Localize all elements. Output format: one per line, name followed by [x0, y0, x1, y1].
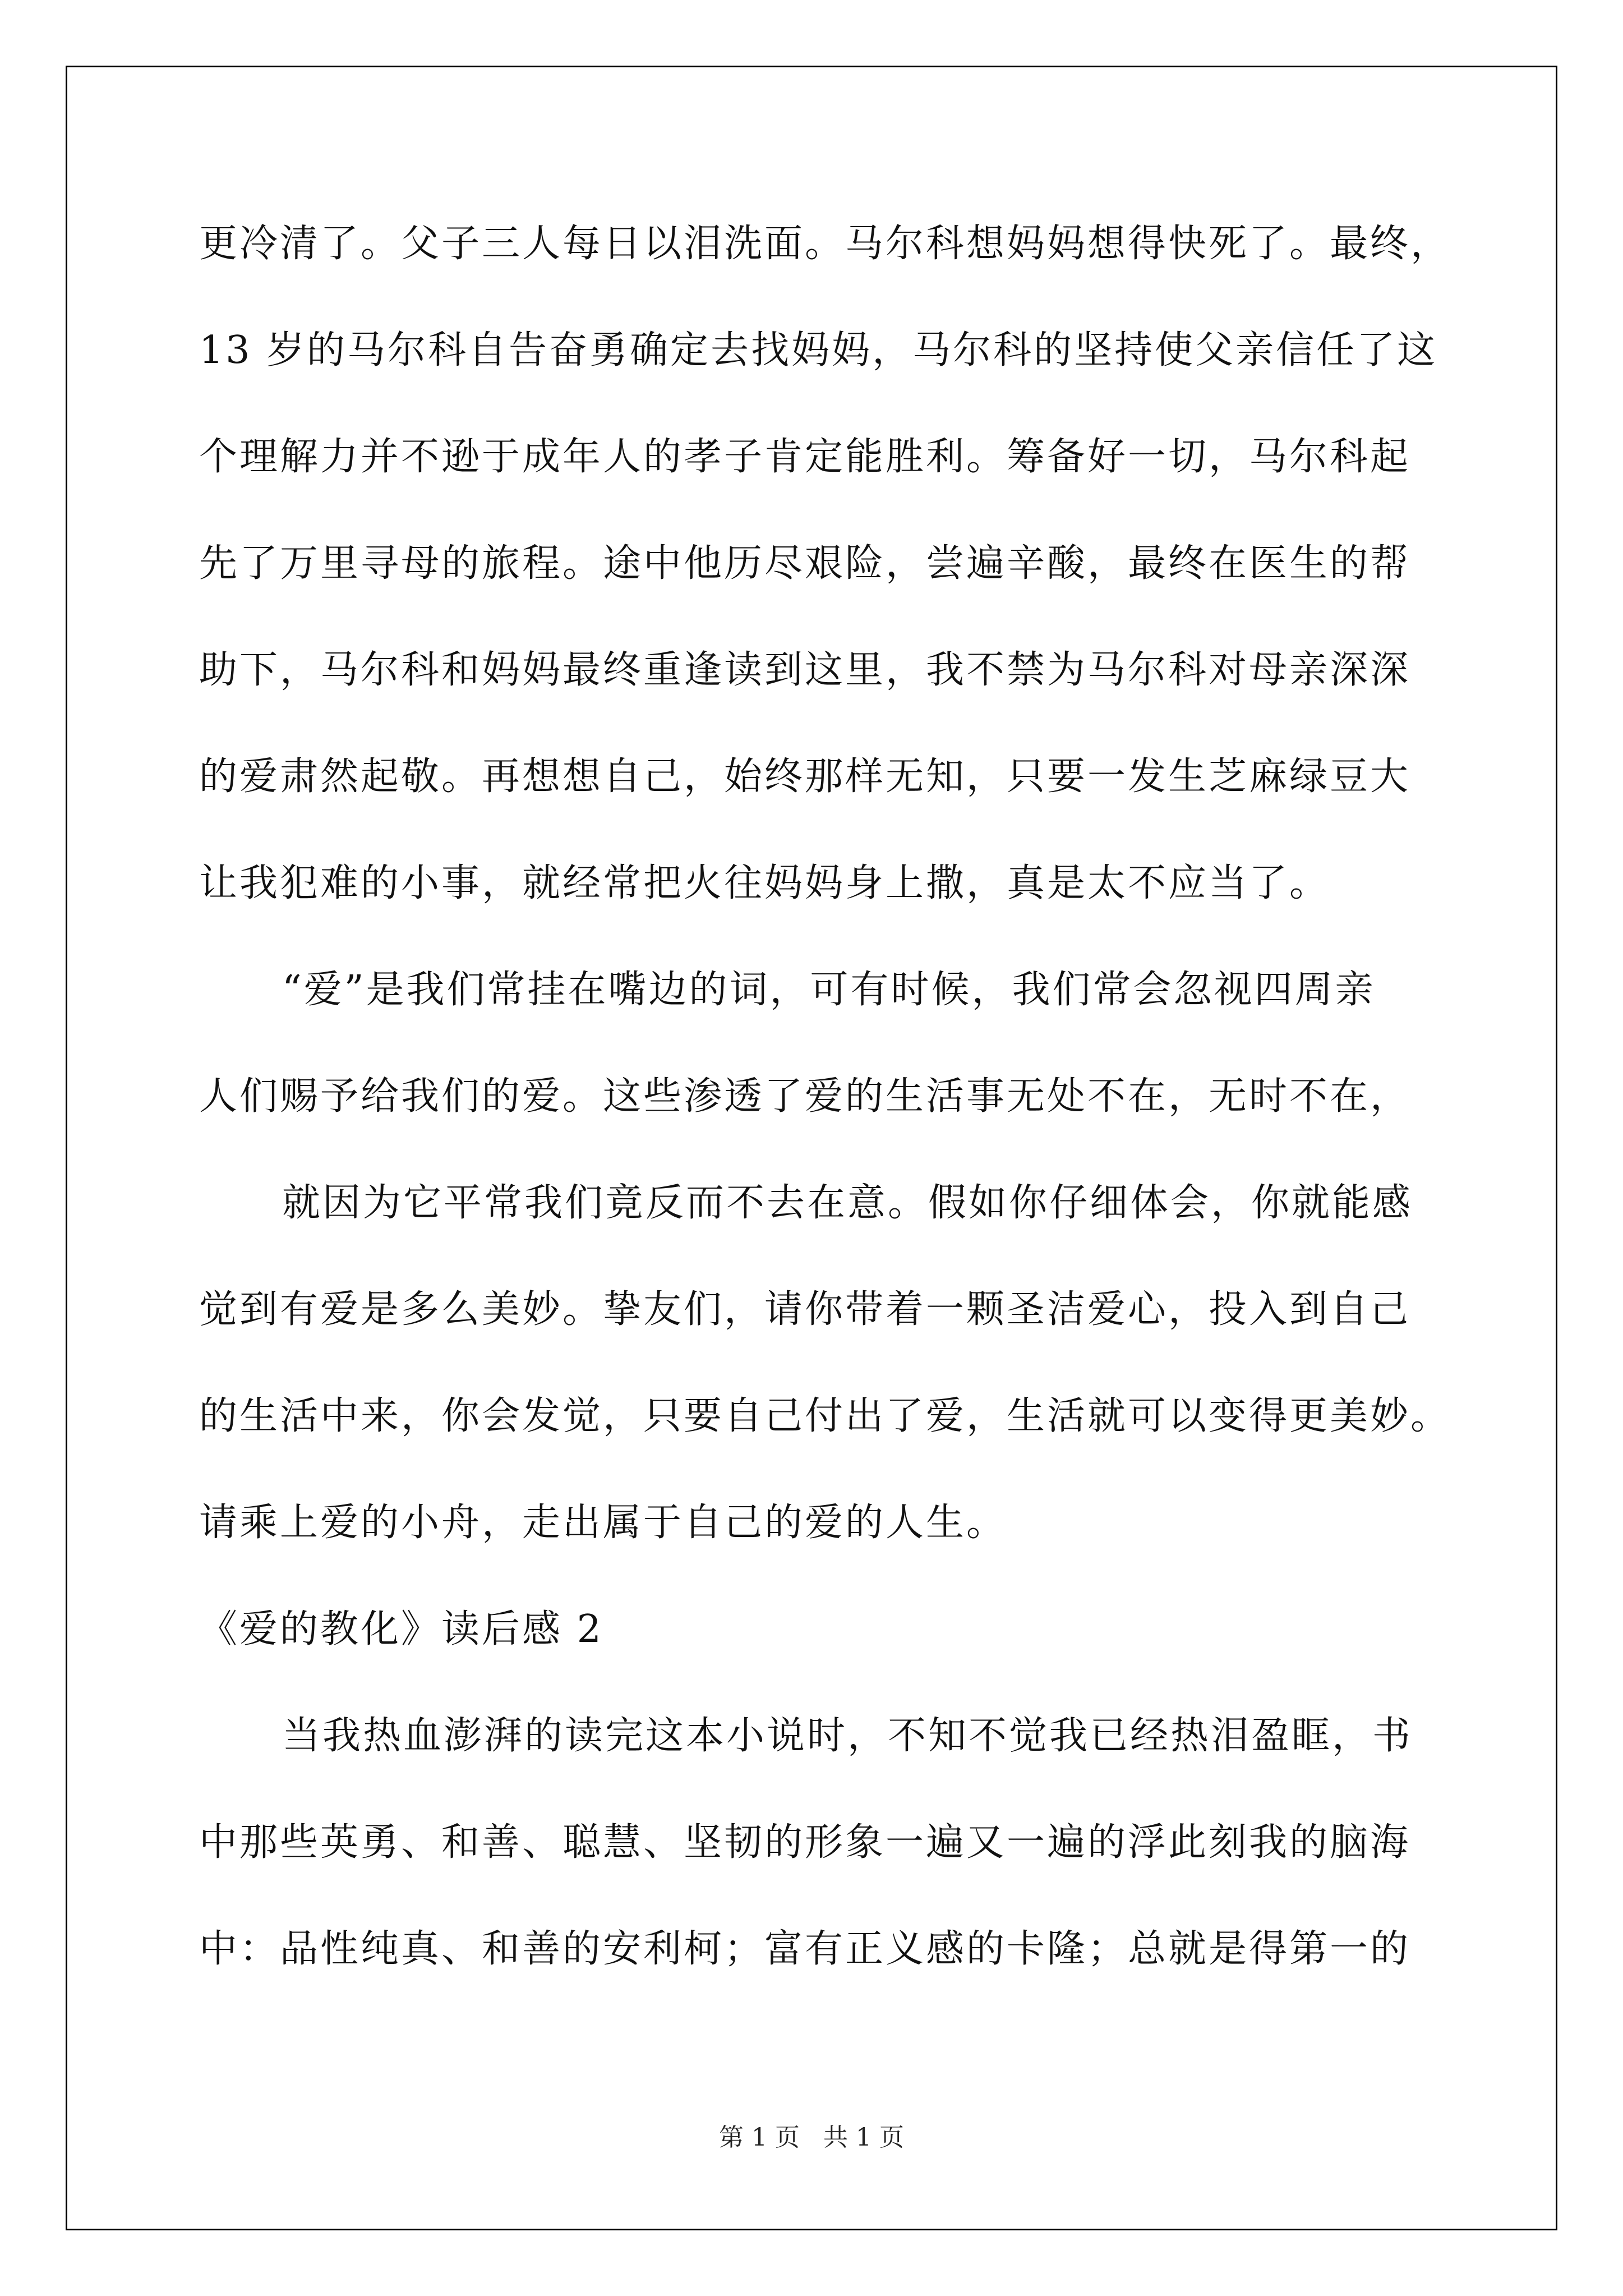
text-line-5: 助下，马尔科和妈妈最终重逢读到这里，我不禁为马尔科对母亲深深	[199, 648, 1411, 692]
body-text	[199, 191, 1467, 2003]
text-line-12: 的生活中来，你会发觉，只要自己付出了爱，生活就可以变得更美妙。	[199, 1394, 1451, 1438]
text-line-17: 中：品性纯真、和善的安利柯；富有正义感的卡隆；总就是得第一的	[199, 1927, 1411, 1971]
text-line-3: 个理解力并不逊于成年人的孝子肯定能胜利。筹备好一切，马尔科起	[199, 435, 1411, 479]
text-line-8: “爱”是我们常挂在嘴边的词，可有时候，我们常会忽视四周亲	[282, 968, 1376, 1012]
text-line-2: 13 岁的马尔科自告奋勇确定去找妈妈，马尔科的坚持使父亲信任了这	[199, 328, 1438, 372]
text-line-15: 当我热血澎湃的读完这本小说时，不知不觉我已经热泪盈眶，书	[282, 1714, 1413, 1758]
text-line-13: 请乘上爱的小舟，走出属于自己的爱的人生。	[199, 1501, 1007, 1545]
text-line-4: 先了万里寻母的旅程。途中他历尽艰险，尝遍辛酸，最终在医生的帮	[199, 541, 1411, 586]
text-line-16: 中那些英勇、和善、聪慧、坚韧的形象一遍又一遍的浮此刻我的脑海	[199, 1820, 1411, 1865]
text-line-7: 让我犯难的小事，就经常把火往妈妈身上撒，真是太不应当了。	[199, 861, 1330, 905]
text-line-1: 更冷清了。父子三人每日以泪洗面。马尔科想妈妈想得快死了。最终，	[199, 222, 1451, 266]
text-line-10: 就因为它平常我们竟反而不去在意。假如你仔细体会，你就能感	[282, 1181, 1413, 1225]
text-line-6: 的爱肃然起敬。再想想自己，始终那样无知，只要一发生芝麻绿豆大	[199, 754, 1411, 799]
page-footer	[0, 2117, 1623, 2153]
section-heading: 《爱的教化》读后感 2	[199, 1607, 603, 1651]
page-total: 共 1 页	[823, 2123, 904, 2152]
text-line-9: 人们赐予给我们的爱。这些渗透了爱的生活事无处不在，无时不在，	[199, 1074, 1411, 1119]
page-number: 第 1 页	[719, 2123, 800, 2152]
text-line-11: 觉到有爱是多么美妙。挚友们，请你带着一颗圣洁爱心，投入到自己	[199, 1287, 1411, 1332]
